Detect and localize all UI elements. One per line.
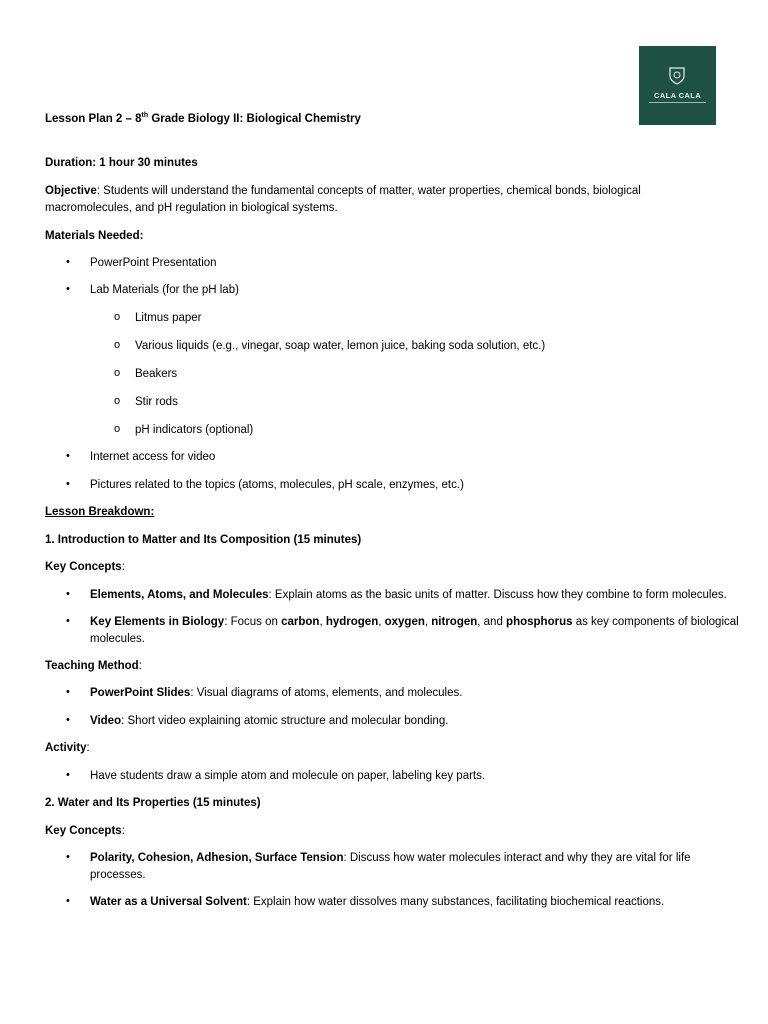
list-item — [90, 615, 739, 630]
list-item: Internet access for video — [90, 451, 216, 463]
label-text: Teaching Method — [45, 660, 139, 672]
item-label: PowerPoint Slides — [90, 687, 191, 699]
sub-list-item: Beakers — [135, 368, 178, 380]
sub-bullet: o — [114, 395, 121, 407]
bullet: • — [66, 588, 70, 600]
bullet: • — [66, 686, 70, 698]
title-part: Lesson Plan 2 – 8 — [45, 113, 142, 125]
sub-bullet: o — [114, 423, 121, 435]
element-carbon: carbon — [281, 616, 320, 628]
item-label: Polarity, Cohesion, Adhesion, Surface Tension — [90, 852, 344, 864]
element-phosphorus: phosphorus — [506, 616, 573, 628]
bullet: • — [66, 714, 70, 726]
item-text: : Discuss how water molecules interact and why they are vital for life — [343, 852, 691, 864]
sub-list-item: pH indicators (optional) — [135, 424, 254, 436]
bullet: • — [66, 769, 70, 781]
item-text: : Focus on — [224, 616, 282, 628]
title-superscript: th — [141, 112, 149, 120]
bullet: • — [66, 478, 70, 490]
item-text: : Visual diagrams of atoms, elements, and molecules. — [190, 687, 463, 699]
sub-list-item: Litmus paper — [135, 312, 202, 324]
sub-bullet: o — [114, 367, 121, 379]
list-item-continuation: molecules. — [90, 633, 145, 645]
element-hydrogen: hydrogen — [325, 616, 379, 628]
crest-icon — [668, 66, 686, 86]
school-logo — [639, 46, 716, 125]
separator: , — [319, 616, 326, 628]
key-concepts-label — [45, 560, 125, 575]
sub-list-item: Various liquids (e.g., vinegar, soap water, lemon juice, baking soda solution, etc.) — [135, 340, 546, 352]
bullet: • — [66, 895, 70, 907]
item-text: as key components of biological — [572, 616, 739, 628]
lesson-breakdown-heading: Lesson Breakdown: — [45, 506, 155, 518]
list-item — [90, 895, 664, 910]
objective-text: : Students will understand the fundamental concepts of matter, water properties, chemical bonds, biological — [96, 185, 641, 197]
label-text: Key Concepts — [45, 825, 122, 837]
element-oxygen: oxygen — [384, 616, 425, 628]
list-item: Pictures related to the topics (atoms, molecules, pH scale, enzymes, etc.) — [90, 479, 464, 491]
bullet: • — [66, 615, 70, 627]
element-nitrogen: nitrogen — [431, 616, 478, 628]
bullet: • — [66, 256, 70, 268]
label-text: Key Concepts — [45, 561, 122, 573]
materials-heading: Materials Needed: — [45, 230, 144, 242]
item-label: Key Elements in Biology — [90, 616, 225, 628]
objective-line-2: macromolecules, and pH regulation in biological systems. — [45, 202, 338, 214]
item-text: : Explain atoms as the basic units of matter. Discuss how they combine to form molecules. — [268, 589, 727, 601]
objective-label: Objective — [45, 185, 97, 197]
section-2-heading: 2. Water and Its Properties (15 minutes) — [45, 797, 261, 809]
item-label: Video — [90, 715, 122, 727]
item-text: : Explain how water dissolves many substances, facilitating biochemical reactions. — [246, 896, 665, 908]
teaching-method-label — [45, 659, 142, 674]
logo-divider — [649, 102, 706, 105]
colon: : — [86, 742, 90, 754]
bullet: • — [66, 450, 70, 462]
item-label: Elements, Atoms, and Molecules — [90, 589, 269, 601]
separator: , — [378, 616, 385, 628]
item-label: Water as a Universal Solvent — [90, 896, 247, 908]
separator: , and — [477, 616, 507, 628]
list-item: Lab Materials (for the pH lab) — [90, 284, 239, 296]
bullet: • — [66, 851, 70, 863]
logo-text: CALA CALA — [653, 91, 702, 100]
page-title — [45, 112, 361, 127]
list-item: Have students draw a simple atom and molecule on paper, labeling key parts. — [90, 770, 486, 782]
colon: : — [121, 561, 125, 573]
duration: Duration: 1 hour 30 minutes — [45, 157, 198, 169]
label-text: Activity — [45, 742, 87, 754]
list-item-continuation: processes. — [90, 869, 146, 881]
colon: : — [121, 825, 125, 837]
sub-list-item: Stir rods — [135, 396, 178, 408]
list-item — [90, 686, 462, 701]
sub-bullet: o — [114, 339, 121, 351]
list-item — [90, 851, 691, 866]
title-part: Grade Biology II: Biological Chemistry — [148, 113, 361, 125]
sub-bullet: o — [114, 311, 121, 323]
bullet: • — [66, 283, 70, 295]
item-text: : Short video explaining atomic structure and molecular bonding. — [121, 715, 449, 727]
list-item — [90, 588, 727, 603]
key-concepts-label — [45, 824, 125, 839]
activity-label — [45, 741, 90, 756]
colon: : — [138, 660, 142, 672]
section-1-heading: 1. Introduction to Matter and Its Composition (15 minutes) — [45, 534, 362, 546]
list-item — [90, 714, 448, 729]
separator: , — [424, 616, 432, 628]
objective-line-1 — [45, 184, 641, 199]
list-item: PowerPoint Presentation — [90, 257, 217, 269]
